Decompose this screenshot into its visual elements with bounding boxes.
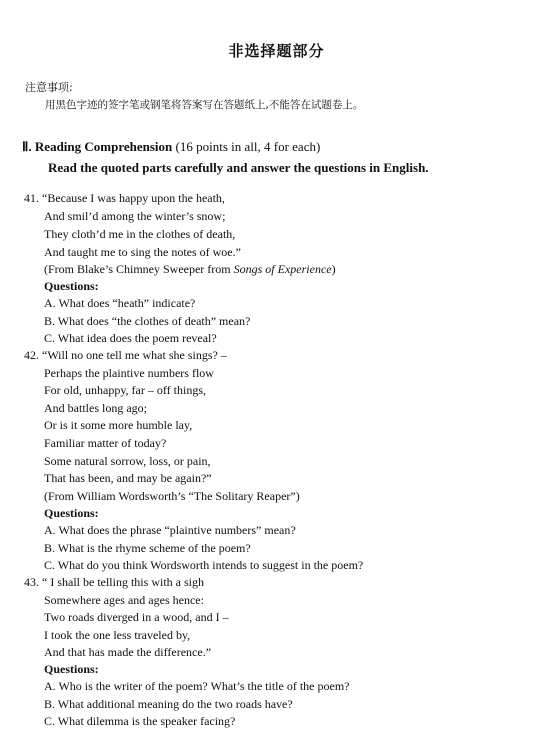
q43-poem-line: Somewhere ages and ages hence:: [44, 593, 204, 607]
q42-poem-line: Familiar matter of today?: [44, 436, 167, 450]
page-title: 非选择题部分: [228, 42, 325, 60]
q43-question-c: C. What dilemma is the speaker facing?: [44, 714, 236, 728]
q42-poem-line: 42. “Will no one tell me what she sings? –: [24, 348, 227, 362]
q42-poem-line: And battles long ago;: [44, 401, 147, 415]
q42-question-a: A. What does the phrase “plaintive numbers” mean?: [44, 523, 296, 537]
q41-source: [44, 262, 336, 276]
notice-body: 用黑色字迹的签字笔或钢笔将答案写在答题纸上,不能答在试题卷上。: [45, 99, 364, 111]
q41-question-b: B. What does “the clothes of death” mean?: [44, 314, 251, 328]
q41-source-suffix: ): [331, 262, 336, 276]
q43-poem-line: Two roads diverged in a wood, and I –: [44, 610, 229, 624]
section-heading: [22, 139, 320, 155]
section-points: (16 points in all, 4 for each): [175, 139, 321, 154]
q42-poem-line: That has been, and may be again?”: [44, 471, 212, 485]
q42-questions-label: Questions:: [44, 506, 99, 520]
notice-heading: 注意事项:: [25, 81, 73, 94]
q41-poem-line: And smil’d among the winter’s snow;: [44, 209, 226, 223]
q41-poem-line: They cloth’d me in the clothes of death,: [44, 227, 236, 241]
q43-poem-line: 43. “ I shall be telling this with a sigh: [24, 575, 204, 589]
q43-poem-line: I took the one less traveled by,: [44, 628, 191, 642]
section-name: Reading Comprehension: [34, 139, 173, 154]
q41-questions-label: Questions:: [44, 279, 99, 293]
section-numeral: Ⅱ.: [22, 139, 32, 154]
q42-question-b: B. What is the rhyme scheme of the poem?: [44, 541, 251, 555]
q43-question-b: B. What additional meaning do the two roads have?: [44, 697, 293, 711]
q43-questions-label: Questions:: [44, 662, 99, 676]
q41-poem-line: 41. “Because I was happy upon the heath,: [24, 191, 225, 205]
q41-poem-line: And taught me to sing the notes of woe.”: [44, 245, 241, 259]
q42-question-c: C. What do you think Wordsworth intends to suggest in the poem?: [44, 558, 364, 572]
q41-question-a: A. What does “heath” indicate?: [44, 296, 196, 310]
q42-poem-line: Perhaps the plaintive numbers flow: [44, 366, 214, 380]
q41-source-prefix: (From Blake’s Chimney Sweeper from: [44, 262, 234, 276]
q42-poem-line: For old, unhappy, far – off things,: [44, 383, 206, 397]
q43-question-a: A. Who is the writer of the poem? What’s the title of the poem?: [44, 679, 350, 693]
q43-poem-line: And that has made the difference.”: [44, 645, 212, 659]
q42-poem-line: Some natural sorrow, loss, or pain,: [44, 454, 211, 468]
section-instruction: Read the quoted parts carefully and answer the questions in English.: [48, 160, 429, 175]
q42-poem-line: Or is it some more humble lay,: [44, 418, 193, 432]
q41-question-c: C. What idea does the poem reveal?: [44, 331, 217, 345]
q41-source-title: Songs of Experience: [233, 262, 332, 276]
q42-source: (From William Wordsworth’s “The Solitary Reaper”): [44, 489, 300, 503]
